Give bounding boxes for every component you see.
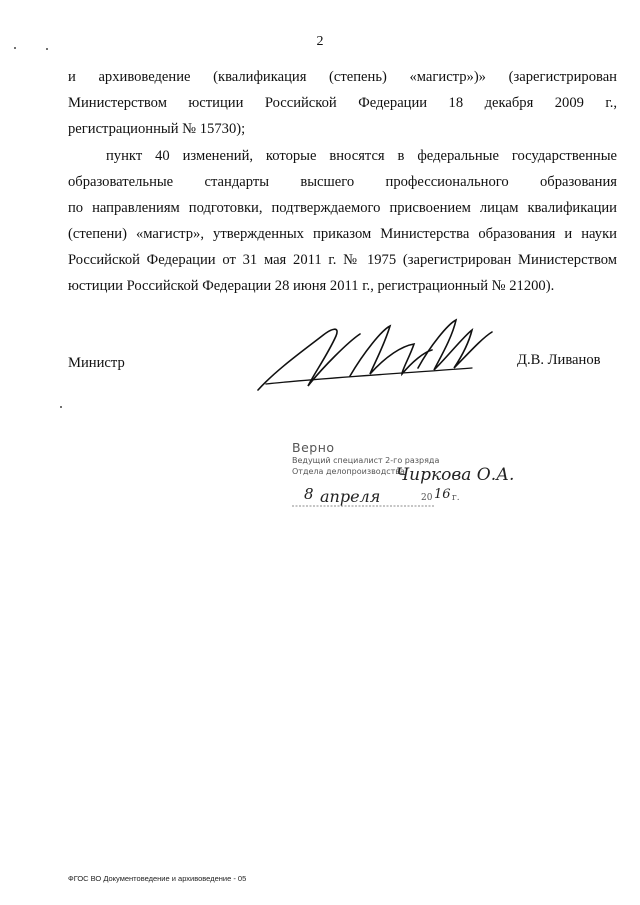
paragraph-2-line: по направлениям подготовки, подтверждаемого присвоением лицам квалификации <box>68 200 617 216</box>
stamp-year-tail: г. <box>452 493 460 503</box>
paragraph-2-line: (степени) «магистр», утвержденных приказом Министерства образования и науки <box>68 226 617 242</box>
stamp-year-prefix: 20 <box>421 493 433 503</box>
document-footer: ФГОС ВО Документоведение и архивоведение - 05 <box>68 874 247 883</box>
scan-speck <box>60 406 62 408</box>
stamp-title: Верно <box>292 440 335 455</box>
paragraph-2-line: юстиции Российской Федерации 28 июня 2011 г., регистрационный № 21200). <box>68 278 555 294</box>
stamp-date-underline <box>292 504 434 508</box>
paragraph-2-line: пункт 40 изменений, которые вносятся в федеральные государственные <box>106 148 617 164</box>
paragraph-2-line: Российской Федерации от 31 мая 2011 г. № 1975 (зарегистрирован Министерством <box>68 252 617 268</box>
signatory-title: Министр <box>68 355 125 371</box>
paragraph-1 <box>68 64 617 142</box>
stamp-date-day: 8 <box>304 485 314 503</box>
paragraph-1-line: регистрационный № 15730); <box>68 121 246 137</box>
stamp-signer-handwriting: Чиркова О.А. <box>396 465 515 485</box>
paragraph-1-line: и архивоведение (квалификация (степень) «магистр»)» (зарегистрирован <box>68 69 617 85</box>
signatory-name: Д.В. Ливанов <box>517 352 601 368</box>
stamp-date-month: апреля <box>320 487 381 506</box>
stamp-position-line: Ведущий специалист 2-го разряда <box>292 456 440 465</box>
stamp-year-suffix: 16 <box>434 487 451 502</box>
paragraph-2 <box>68 143 617 299</box>
paragraph-1-line: Министерством юстиции Российской Федерации 18 декабря 2009 г., <box>68 95 617 111</box>
scan-speck <box>14 47 16 49</box>
minister-signature <box>252 312 508 394</box>
paragraph-2-line: образовательные стандарты высшего профессионального образования <box>68 174 617 190</box>
scan-speck <box>46 48 48 50</box>
stamp-department-line: Отдела делопроизводства <box>292 467 405 476</box>
page-number: 2 <box>316 34 324 49</box>
